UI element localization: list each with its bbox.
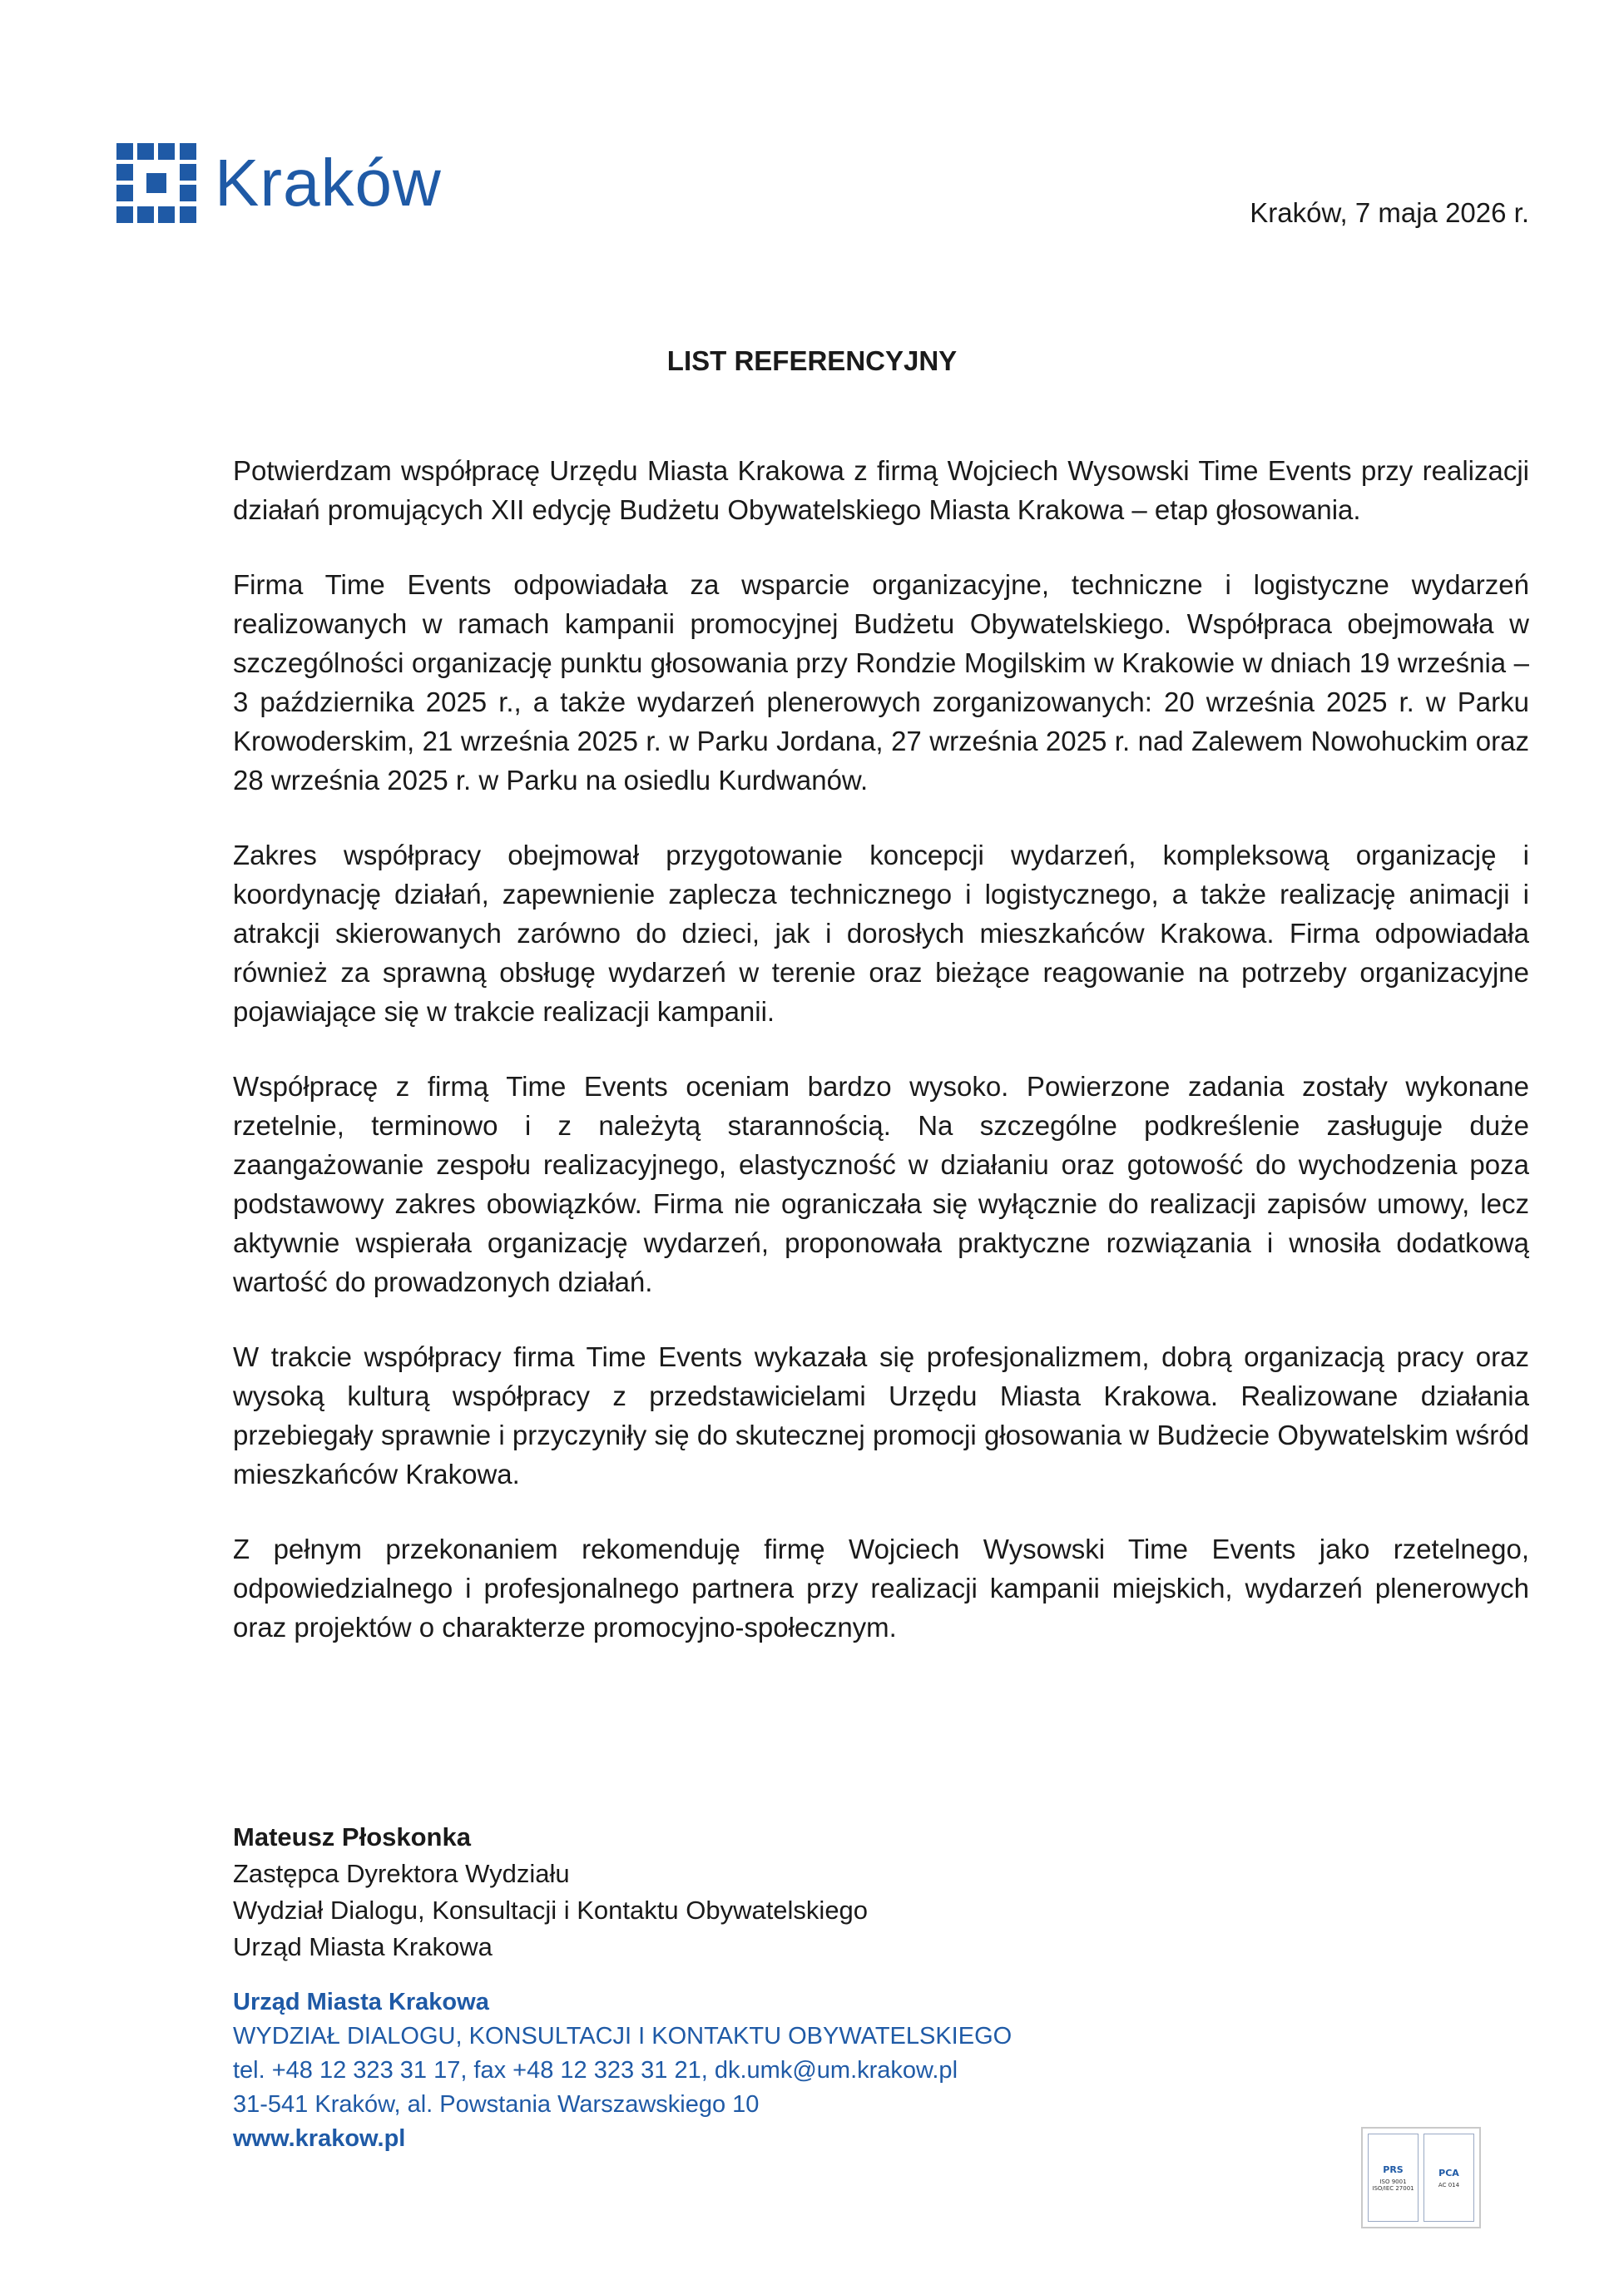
signatory-name: Mateusz Płoskonka	[233, 1822, 471, 1851]
paragraph-assessment: Współpracę z firmą Time Events oceniam bardzo wysoko. Powierzone zadania zostały wykonane rzetelnie, terminowo i z należytą starannością. Na szczególne podkreślenie zasługuje duże zaangażowanie zespołu realizacyjnego, elastyczność w działaniu oraz gotowość do wychodzenia poza podstawowy zakres obowiązków. Firma nie ograniczała się wyłącznie do realizacji zapisów umowy, lecz aktywnie wspierała organizację wydarzeń, proponowała praktyczne rozwiązania i wnosiła dodatkową wartość do prowadzonych działań.	[233, 1071, 1529, 1297]
prs-caption: ISO 9001 ISO/IEC 27001	[1372, 2178, 1414, 2192]
prs-cert-icon	[1368, 2134, 1419, 2222]
pca-caption: AC 014	[1438, 2181, 1460, 2188]
prs-mark: PRS	[1383, 2164, 1404, 2175]
letterhead-footer	[233, 1985, 1012, 2156]
paragraph-scope-cooperation: Zakres współpracy obejmował przygotowanie koncepcji wydarzeń, kompleksową organizację i koordynację działań, zapewnienie zaplecza technicznego i logistycznego, a także realizację animacji i atrakcji skierowanych zarówno do dzieci, jak i dorosłych mieszkańców Krakowa. Firma odpowiadała również za sprawną obsługę wydarzeń w terenie oraz bieżące reagowanie na potrzeby organizacyjne pojawiające się w trakcie realizacji kampanii.	[233, 840, 1529, 1027]
paragraph-scope-events: Firma Time Events odpowiadała za wsparcie organizacyjne, techniczne i logistyczne wydarzeń realizowanych w ramach kampanii promocyjnej Budżetu Obywatelskiego. Współpraca obejmowała w szczególności organizację punktu głosowania przy Rondzie Mogilskim w Krakowie w dniach 19 września – 3 października 2025 r., a także wydarzeń plenerowych zorganizowanych: 20 września 2025 r. w Parku Krowoderskim, 21 września 2025 r. w Parku Jordana, 27 września 2025 r. nad Zalewem Nowohuckim oraz 28 września 2025 r. w Parku na osiedlu Kurdwanów.	[233, 569, 1529, 796]
signatory-position: Zastępca Dyrektora Wydziału	[233, 1859, 570, 1888]
pca-mark: PCA	[1438, 2167, 1459, 2179]
signature-block	[233, 1819, 868, 1965]
signatory-department: Wydział Dialogu, Konsultacji i Kontaktu Obywatelskiego	[233, 1896, 869, 1925]
pca-cert-icon	[1423, 2134, 1474, 2222]
paragraph-confirmation: Potwierdzam współpracę Urzędu Miasta Krakowa z firmą Wojciech Wysowski Time Events przy realizacji działań promujących XII edycję Budżetu Obywatelskiego Miasta Krakowa – etap głosowania.	[233, 455, 1529, 525]
paragraph-professionalism: W trakcie współpracy firma Time Events wykazała się profesjonalizmem, dobrą organizacją pracy oraz wysoką kulturą współpracy z przedstawicielami Urzędu Miasta Krakowa. Realizowane działania przebiegały sprawnie i przyczyniły się do skutecznej promocji głosowania w Budżecie Obywatelskim wśród mieszkańców Krakowa.	[233, 1341, 1529, 1490]
logo-wordmark: Kraków	[215, 146, 442, 220]
krakow-emblem-icon	[116, 143, 196, 223]
footer-address: 31-541 Kraków, al. Powstania Warszawskiego 10	[233, 2091, 760, 2118]
krakow-logo	[116, 143, 442, 223]
footer-website: www.krakow.pl	[233, 2125, 406, 2152]
letter-date: Kraków, 7 maja 2026 r.	[1250, 197, 1529, 228]
certification-badge	[1361, 2127, 1481, 2228]
letter-title: LIST REFERENCYJNY	[666, 345, 958, 376]
letter-body	[233, 451, 1529, 1683]
footer-office: Urząd Miasta Krakowa	[233, 1989, 489, 2015]
signatory-office: Urząd Miasta Krakowa	[233, 1932, 493, 1961]
paragraph-recommendation: Z pełnym przekonaniem rekomenduję firmę Wojciech Wysowski Time Events jako rzetelnego, odpowiedzialnego i profesjonalnego partnera przy realizacji kampanii miejskich, wydarzeń plenerowych oraz projektów o charakterze promocyjno-społecznym.	[233, 1534, 1529, 1643]
footer-contact: tel. +48 12 323 31 17, fax +48 12 323 31 21, dk.umk@um.krakow.pl	[233, 2057, 958, 2084]
footer-department: WYDZIAŁ DIALOGU, KONSULTACJI I KONTAKTU OBYWATELSKIEGO	[233, 2023, 1013, 2050]
